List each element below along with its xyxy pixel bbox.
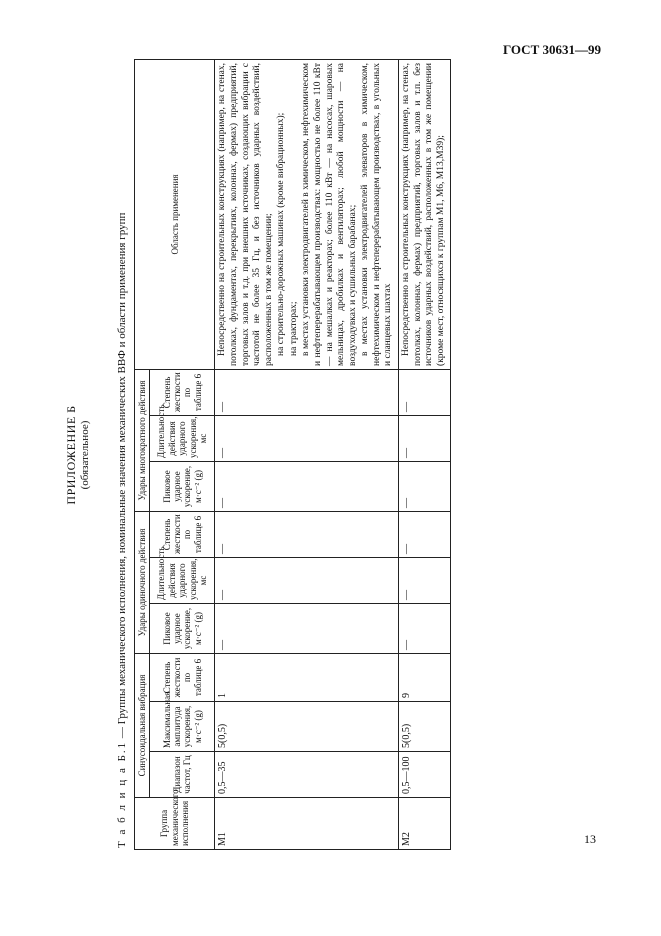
header-multi-peak: Пиковое ударное ускорение, м·с⁻² (g): [150, 461, 215, 511]
cell-group: М2: [399, 798, 451, 850]
cell-multi-duration: —: [215, 415, 399, 461]
cell-severity: 1: [215, 653, 399, 701]
cell-area: [399, 59, 451, 369]
cell-amp: 5(0,5): [215, 702, 399, 752]
standard-header: ГОСТ 30631—99: [502, 42, 601, 57]
table-row: [215, 59, 399, 849]
cell-group: М1: [215, 798, 399, 850]
cell-single-duration: —: [399, 557, 451, 603]
cell-single-peak: —: [215, 603, 399, 653]
cell-multi-peak: —: [399, 461, 451, 511]
groups-table: [134, 59, 451, 850]
cell-area: [215, 59, 399, 369]
area-paragraph: в местах установки электродвигателей в химическом, нефтехимическом и нефтеперерабатывающем производствах: мощностью не более 110 кВт — на мешалках и реакторах; более 110 кВт — на насосах, шаровых мельницах, дробилках и вентиляторах; любой мощности — на воздуходувках и сушильных барабанах;: [301, 62, 358, 366]
header-max-amp: Максимальная амплитуда ускорения, м·с⁻² (g): [150, 702, 215, 752]
cell-multi-duration: —: [399, 415, 451, 461]
area-paragraph: на тракторах;: [288, 301, 299, 356]
cell-freq: 0,5—100: [399, 752, 451, 798]
header-multi-duration: Длительность действия ударного ускорения, мс: [150, 415, 215, 461]
cell-multi-severity: —: [215, 369, 399, 415]
header-single-severity: Степень жесткости по таблице 6: [150, 511, 215, 557]
appendix-title: ПРИЛОЖЕНИЕ Б: [64, 405, 78, 505]
cell-single-peak: —: [399, 603, 451, 653]
table-caption-text: — Группы механического исполнения, номинальные значения механических ВВФ и области применения групп: [116, 212, 128, 741]
header-multi-severity: Степень жесткости по таблице 6: [150, 369, 215, 415]
table-row: [399, 59, 451, 849]
cell-severity: 9: [399, 653, 451, 701]
header-single-shocks: Удары одиночного действия: [135, 511, 150, 653]
cell-single-duration: —: [215, 557, 399, 603]
cell-single-severity: —: [215, 511, 399, 557]
area-paragraph: на строительно-дорожных машинах (кроме вибрационных);: [276, 112, 287, 356]
header-multiple-shocks: Удары многократного действия: [135, 369, 150, 511]
header-single-peak: Пиковое ударное ускорение, м·с⁻² (g): [150, 603, 215, 653]
area-paragraph: в местах установки электродвигателей элеваторов в химическом, нефтехимическом и нефтеперерабатывающем производствах, в угольных и сланцевых шахтах: [360, 62, 394, 366]
cell-multi-severity: —: [399, 369, 451, 415]
cell-single-severity: —: [399, 511, 451, 557]
cell-amp: 5(0,5): [399, 702, 451, 752]
page-number: 13: [584, 832, 596, 846]
area-paragraph: Непосредственно на строительных конструкциях (например, на стенах, потолках, колоннах, фермах) предприятий, торговых залов и т.п. без источников ударных воздействий, расположенных в том же помещении (кроме мест, относящихся к группам М1, М6, М13,М39);: [401, 62, 446, 366]
header-freq-range: Диапазон частот, Гц: [150, 752, 215, 798]
area-paragraph: Непосредственно на строительных конструкциях (например, на стенах, потолках, фундаментах, перекрытиях, колоннах, фермах) предприятий, торговых залов и т.д. при внешних источниках, создающих вибрации с частотой не более 35 Гц, и без источников ударных воздействий, расположенных в том же помещении;: [217, 62, 274, 366]
table-caption-lead: Т а б л и ц а Б.1: [116, 740, 128, 848]
header-area: Область применения: [135, 59, 215, 369]
cell-multi-peak: —: [215, 461, 399, 511]
table-caption: [116, 213, 128, 848]
header-sin-severity: Степень жесткости по таблице 6: [150, 653, 215, 701]
cell-freq: 0,5—35: [215, 752, 399, 798]
header-group: Группа механического исполнения: [135, 798, 215, 850]
header-sinusoidal: Синусоидальная вибрация: [135, 653, 150, 797]
rotated-content: [64, 60, 584, 850]
appendix-subtitle: (обязательное): [79, 420, 91, 490]
header-single-duration: Длительность действия ударного ускорения, мс: [150, 557, 215, 603]
